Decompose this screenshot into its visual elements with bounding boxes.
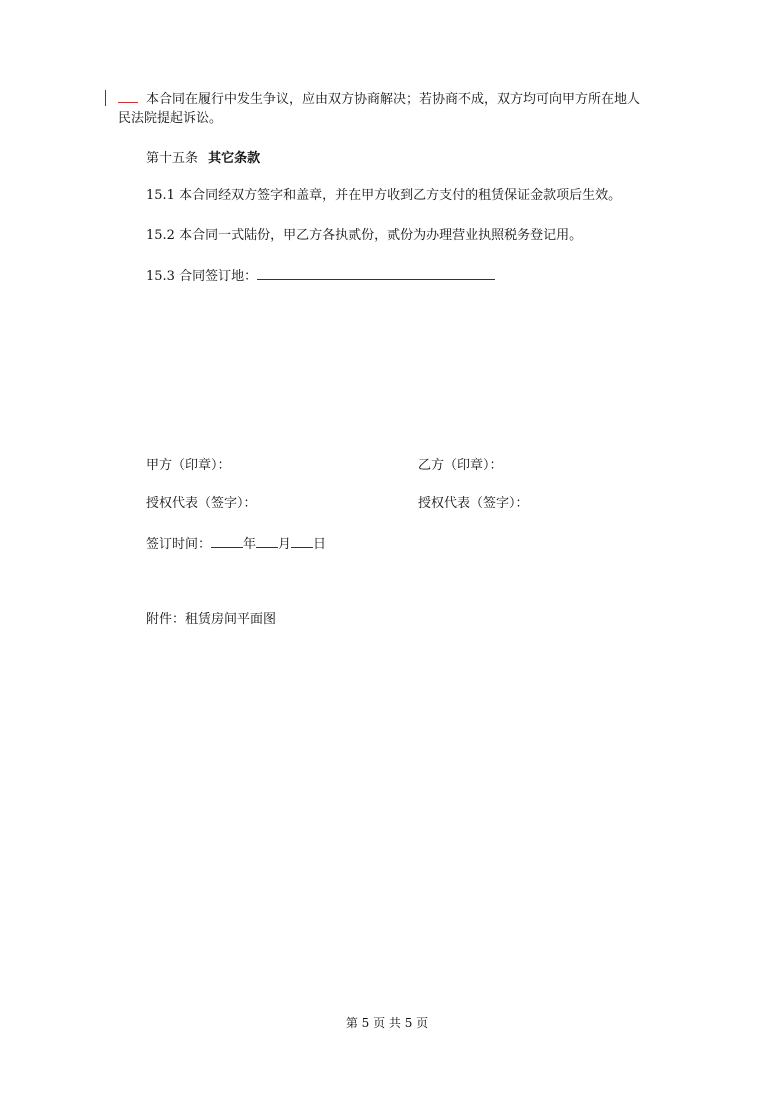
signing-date-row xyxy=(146,534,326,554)
revision-change-bar xyxy=(105,90,106,106)
signing-date-label: 签订时间： xyxy=(146,537,212,552)
party-a-rep-label: 授权代表（签字）： xyxy=(146,496,257,511)
page-number: 第 5 页 共 5 页 xyxy=(345,1016,429,1030)
party-b-seal-label: 乙方（印章）： xyxy=(418,458,503,473)
clause-15-2 xyxy=(146,227,582,245)
year-label: 年 xyxy=(243,537,257,552)
attachment-line xyxy=(146,611,276,629)
revision-blank-marker xyxy=(118,90,138,103)
clause-15-1 xyxy=(146,187,621,205)
section-15-heading xyxy=(146,150,260,168)
clause-15-2-text: 15.2 本合同一式陆份，甲乙方各执贰份，贰份为办理营业执照税务登记用。 xyxy=(146,228,583,243)
clause-dispute-text: 本合同在履行中发生争议，应由双方协商解决；若协商不成，双方均可向甲方所在地人 xyxy=(146,92,641,107)
page-footer xyxy=(0,1015,774,1031)
day-field[interactable] xyxy=(291,534,313,548)
day-label: 日 xyxy=(313,537,327,552)
clause-15-3 xyxy=(146,266,495,286)
signing-place-field[interactable] xyxy=(257,266,495,280)
attachment-text: 附件：租赁房间平面图 xyxy=(146,612,277,627)
clause-dispute-line-2 xyxy=(118,110,222,128)
year-field[interactable] xyxy=(211,534,243,548)
clause-dispute-line-1 xyxy=(118,90,640,109)
section-title: 其它条款 xyxy=(208,151,261,166)
clause-dispute-text-cont: 民法院提起诉讼。 xyxy=(118,111,223,126)
party-a-seal-label: 甲方（印章）： xyxy=(146,458,231,473)
section-number: 第十五条 xyxy=(146,151,199,166)
month-label: 月 xyxy=(278,537,292,552)
clause-15-1-text: 15.1 本合同经双方签字和盖章，并在甲方收到乙方支付的租赁保证金款项后生效。 xyxy=(146,188,622,203)
signing-place-label: 15.3 合同签订地： xyxy=(146,269,258,284)
party-b-rep-label: 授权代表（签字）： xyxy=(418,496,529,511)
month-field[interactable] xyxy=(256,534,278,548)
